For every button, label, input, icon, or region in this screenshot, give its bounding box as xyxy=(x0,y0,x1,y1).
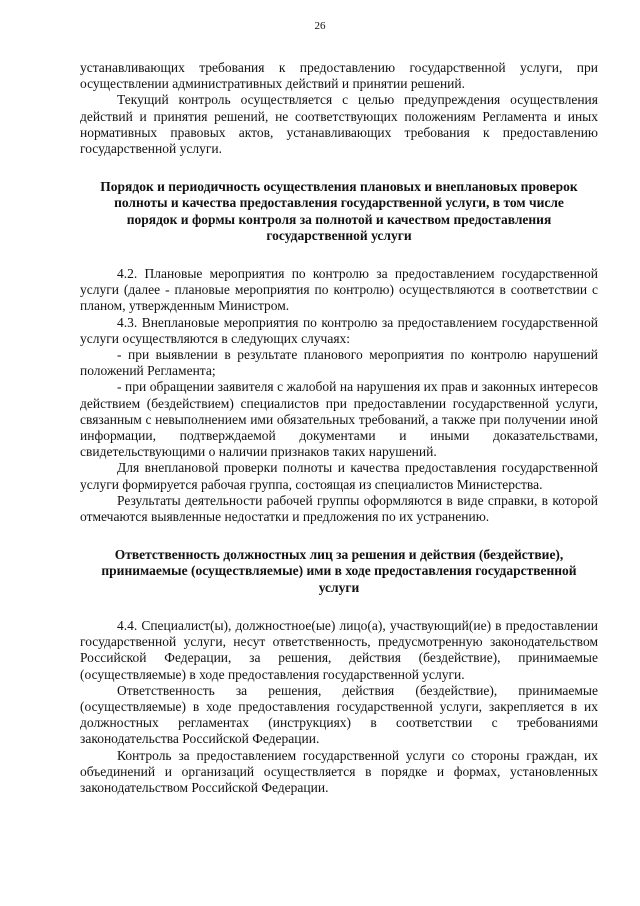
page-body xyxy=(80,60,598,796)
paragraph: 4.4. Специалист(ы), должностное(ые) лицо(а), участвующий(ие) в предоставлении государственной услуги, несут ответственность, предусмотренную законодательством Российской Федерации, за решения, действия (бездействие), принимаемые (осуществляемые) в ходе предоставления государственной услуги. xyxy=(80,617,598,682)
paragraph: Контроль за предоставлением государственной услуги со стороны граждан, их объединений и организаций осуществляется в порядке и формах, установленных законодательством Российской Федерации. xyxy=(80,747,598,795)
paragraph: 4.3. Внеплановые мероприятия по контролю за предоставлением государственной услуги осуществляются в следующих случаях: xyxy=(80,314,598,346)
paragraph: 4.2. Плановые мероприятия по контролю за предоставлением государственной услуги (далее - плановые мероприятия по контролю) осуществляются в соответствии с планом, утвержденным Министром. xyxy=(80,266,598,314)
paragraph: устанавливающих требования к предоставлению государственной услуги, при осуществлении административных действий и принятии решений. xyxy=(80,60,598,92)
paragraph: Текущий контроль осуществляется с целью предупреждения осуществления действий и принятия решений, не соответствующих положениям Регламента и иных нормативных правовых актов, устанавливающих требования к предоставлению государственной услуги. xyxy=(80,92,598,157)
paragraph: Для внеплановой проверки полноты и качества предоставления государственной услуги формируется рабочая группа, состоящая из специалистов Министерства. xyxy=(80,460,598,492)
paragraph: Ответственность за решения, действия (бездействие), принимаемые (осуществляемые) в ходе предоставления государственной услуги, закрепляется в их должностных регламентах (инструкциях) в соответствии с требованиями законодательства Российской Федерации. xyxy=(80,682,598,747)
paragraph: Результаты деятельности рабочей группы оформляются в виде справки, в которой отмечаются выявленные недостатки и предложения по их устранению. xyxy=(80,492,598,525)
section-heading: Ответственность должностных лиц за решения и действия (бездействие), принимаемые (осуществляемые) ими в ходе предоставления государственной услуги xyxy=(101,547,577,595)
section-heading: Порядок и периодичность осуществления плановых и внеплановых проверок полноты и качества предоставления государственной услуги, в том числе порядок и формы контроля за полнотой и качеством предоставления государственной услуги xyxy=(100,179,578,243)
list-item: - при обращении заявителя с жалобой на нарушения их прав и законных интересов действием (бездействием) специалистов при предоставлении государственной услуги, связанным с невыполнением ими обязательных требований, а также при получении иной информации, подтверждаемой документами и иными доказательствами, свидетельствующими о наличии признаков таких нарушений. xyxy=(80,379,598,460)
list-item: - при выявлении в результате планового мероприятия по контролю нарушений положений Регламента; xyxy=(80,347,598,379)
page-number: 26 xyxy=(314,20,326,32)
